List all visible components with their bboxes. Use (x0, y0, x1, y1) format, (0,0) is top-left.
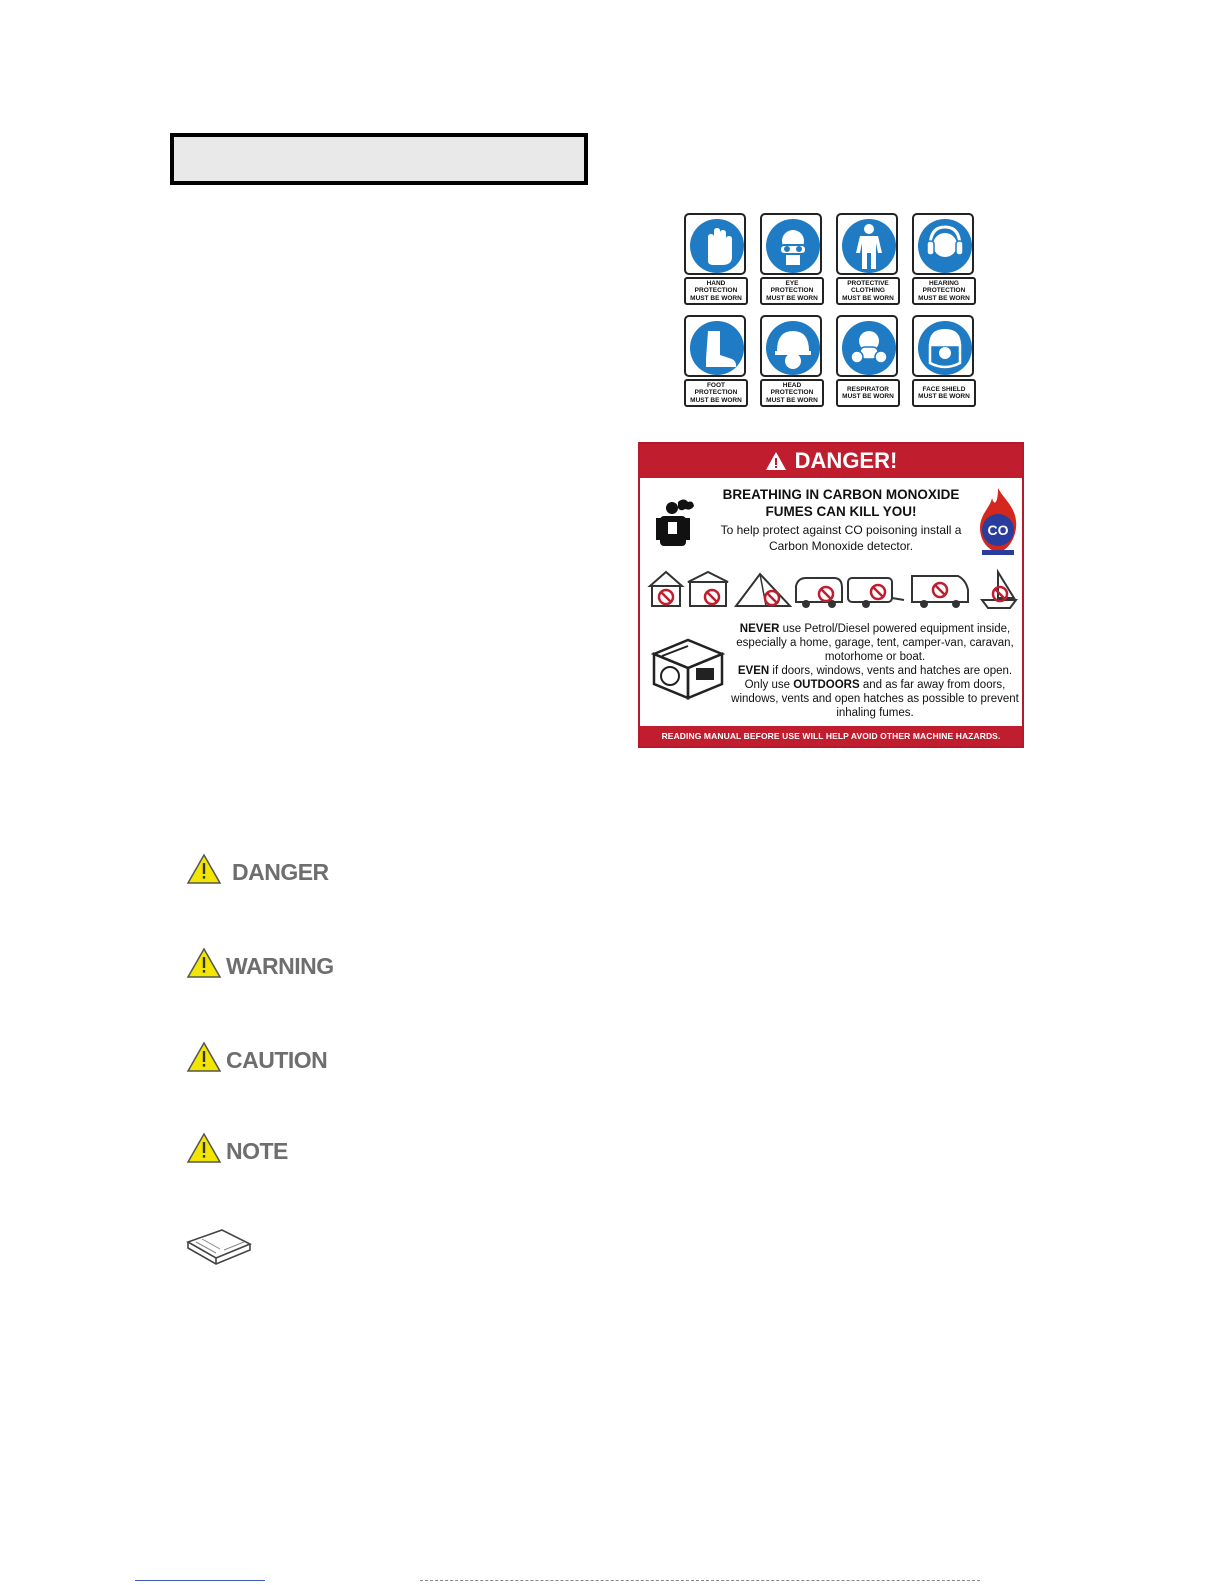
eye-protection-icon (764, 217, 822, 275)
section-title-box (170, 133, 588, 185)
generator-icon (648, 632, 728, 702)
warning-triangle-icon (186, 1132, 222, 1164)
co-detector-advice: To help protect against CO poisoning install a Carbon Monoxide detector. (720, 523, 962, 553)
ppe-sign-caption: FOOT PROTECTION MUST BE WORN (684, 379, 748, 407)
danger-header (640, 444, 1022, 478)
signal-caution (186, 1041, 327, 1073)
ppe-sign-pictogram (684, 213, 746, 275)
warning-triangle-icon (186, 853, 222, 885)
open-book-icon (186, 1228, 252, 1266)
ppe-sign (912, 315, 976, 411)
ppe-sign-caption: EYE PROTECTION MUST BE WORN (760, 277, 824, 305)
carbon-monoxide-danger-sign (638, 442, 1024, 748)
no-garage-icon (688, 572, 728, 606)
ppe-signs-grid (684, 213, 984, 411)
prohibited-locations-icons (646, 568, 1018, 612)
no-motorhome-icon (912, 576, 968, 608)
no-caravan-icon (848, 578, 904, 608)
co-warning-headline: BREATHING IN CARBON MONOXIDE FUMES CAN KILL YOU! (722, 487, 960, 519)
ppe-sign (760, 213, 824, 309)
ppe-sign-caption: RESPIRATOR MUST BE WORN (836, 379, 900, 407)
ppe-sign-pictogram (760, 213, 822, 275)
foot-protection-icon (688, 319, 746, 377)
footer-link-underline (135, 1580, 265, 1581)
ppe-sign-caption: HEAD PROTECTION MUST BE WORN (760, 379, 824, 407)
signal-note (186, 1132, 288, 1164)
ppe-sign-caption: HEARING PROTECTION MUST BE WORN (912, 277, 976, 305)
ppe-sign-caption: HAND PROTECTION MUST BE WORN (684, 277, 748, 305)
signal-caution-label: CAUTION (226, 1047, 328, 1073)
ppe-sign-pictogram (836, 315, 898, 377)
no-tent-icon (736, 574, 790, 606)
ppe-sign (836, 213, 900, 309)
signal-danger (186, 853, 329, 885)
no-camper-van-icon (796, 578, 842, 608)
ppe-sign-pictogram (760, 315, 822, 377)
co-badge-label: CO (987, 522, 1009, 538)
outdoors-emphasis: OUTDOORS (793, 679, 860, 691)
hearing-protection-icon (916, 217, 974, 275)
signal-note-label: NOTE (226, 1138, 288, 1164)
hand-protection-icon (688, 217, 746, 275)
signal-warning-label: WARNING (226, 953, 334, 979)
ppe-sign-caption: PROTECTIVE CLOTHING MUST BE WORN (836, 277, 900, 305)
even-emphasis: EVEN (737, 665, 770, 677)
respirator-icon (840, 319, 898, 377)
signal-warning (186, 947, 334, 979)
never-emphasis: NEVER (739, 623, 780, 635)
person-inhaling-fumes-icon (650, 496, 698, 552)
ppe-sign-pictogram (912, 213, 974, 275)
warning-triangle-icon (186, 1041, 222, 1073)
head-protection-icon (764, 319, 822, 377)
ppe-sign (684, 213, 748, 309)
face-shield-icon (916, 319, 974, 377)
warning-triangle-icon (186, 947, 222, 979)
no-boat-icon (982, 572, 1016, 608)
ppe-sign (836, 315, 900, 411)
ppe-sign-caption: FACE SHIELD MUST BE WORN (912, 379, 976, 407)
even-text: if doors, windows, vents and hatches are open. Only use (744, 665, 1013, 691)
no-house-icon (650, 572, 682, 606)
ppe-sign (912, 213, 976, 309)
ppe-sign (760, 315, 824, 411)
danger-header-text: DANGER! (794, 448, 898, 473)
ppe-sign-pictogram (912, 315, 974, 377)
footer-dashed-rule (420, 1580, 980, 1581)
protective-clothing-icon (840, 217, 898, 275)
ppe-sign-pictogram (684, 315, 746, 377)
never-text: use Petrol/Diesel powered equipment inside, especially a home, garage, tent, camper-van, caravan, motorhome or boat. (736, 623, 1014, 663)
outdoors-text: and as far away from doors, windows, vents and open hatches as possible to prevent inhaling fumes. (731, 679, 1019, 719)
signal-danger-label: DANGER (232, 859, 329, 885)
ppe-sign-pictogram (836, 213, 898, 275)
co-sign-instructions (730, 622, 1020, 720)
co-sign-footer: READING MANUAL BEFORE USE WILL HELP AVOID OTHER MACHINE HAZARDS. (640, 726, 1022, 746)
ppe-sign (684, 315, 748, 411)
warning-triangle-icon (765, 451, 787, 471)
